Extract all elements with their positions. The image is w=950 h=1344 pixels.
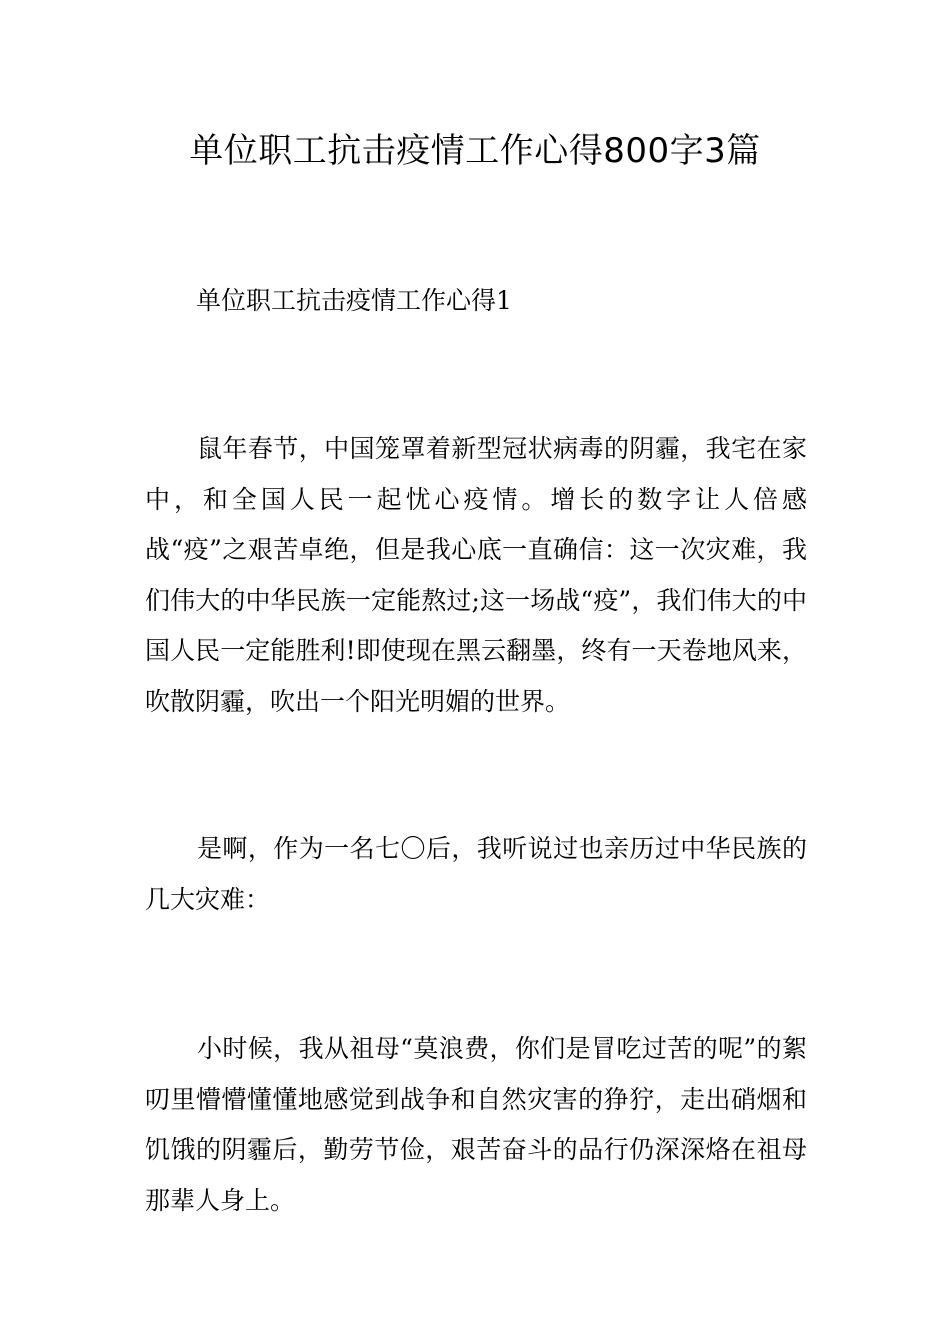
section-heading: 单位职工抗击疫情工作心得1	[196, 286, 512, 315]
document-title: 单位职工抗击疫情工作心得800字3篇	[189, 131, 761, 171]
paragraph-1: 鼠年春节，中国笼罩着新型冠状病毒的阴霾，我宅在家中，和全国人民一起忧心疫情。增长的数字让人倍感战“疫”之艰苦卓绝，但是我心底一直确信：这一次灾难，我们伟大的中华民族一定能熬过;这一场战“疫”，我们伟大的中国人民一定能胜利!即使现在黑云翻墨，终有一天卷地风来，吹散阴霾，吹出一个阳光明媚的世界。	[145, 434, 807, 716]
paragraph-3: 小时候，我从祖母“莫浪费，你们是冒吃过苦的呢”的絮叨里懵懵懂懂地感觉到战争和自然灾害的狰狞，走出硝烟和饥饿的阴霾后，勤劳节俭，艰苦奋斗的品行仍深深烙在祖母那辈人身上。	[145, 1034, 807, 1215]
paragraph-2: 是啊，作为一名七〇后，我听说过也亲历过中华民族的几大灾难：	[145, 834, 807, 914]
